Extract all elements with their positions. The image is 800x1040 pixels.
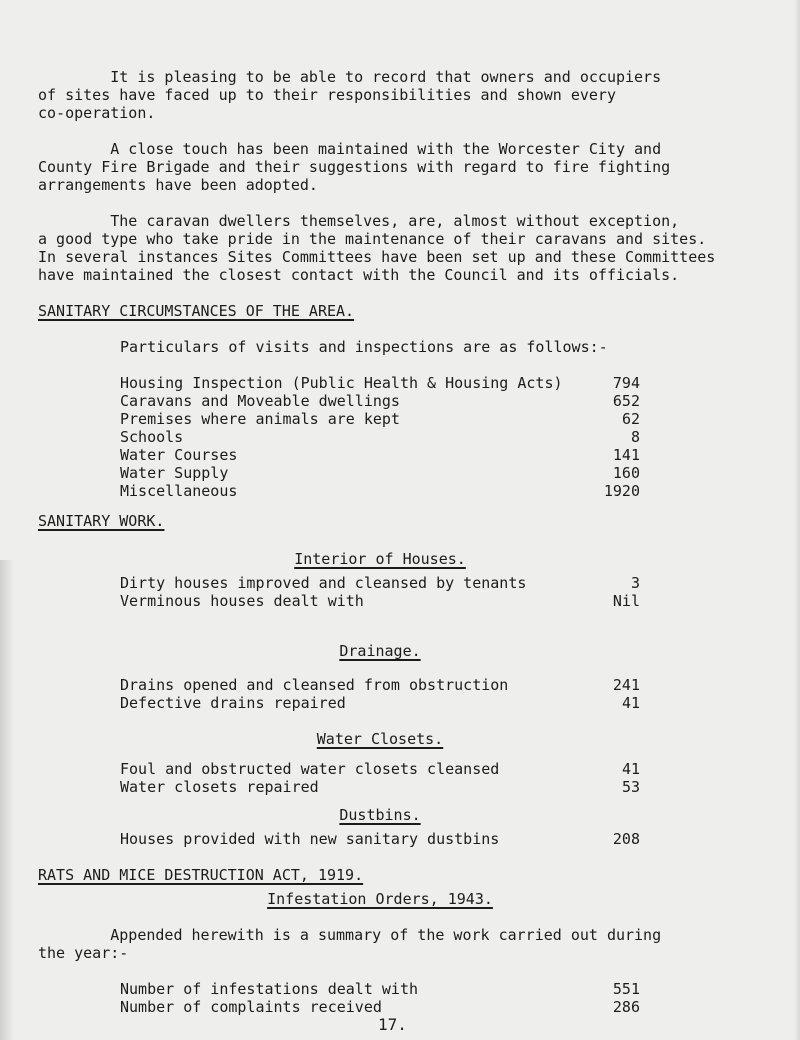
- infestation-row-value: 551: [612, 980, 640, 998]
- infestation-row-value: 286: [612, 998, 640, 1016]
- visits-row: [120, 392, 640, 410]
- visits-row: [120, 464, 640, 482]
- water-closets-row-value: 41: [621, 760, 640, 778]
- visits-row: [120, 410, 640, 428]
- visits-row-value: 62: [621, 410, 640, 428]
- visits-row-value: 8: [630, 428, 640, 446]
- paragraph-2-line-2: County Fire Brigade and their suggestions with regard to fire fighting: [38, 158, 671, 176]
- rats-intro-line-1: Appended herewith is a summary of the work carried out during: [38, 926, 662, 944]
- interior-row: [120, 592, 640, 610]
- drainage-row-label: Defective drains repaired: [120, 694, 346, 712]
- paragraph-2-line-3: arrangements have been adopted.: [38, 176, 318, 194]
- water-closets-heading: Water Closets.: [316, 730, 444, 748]
- paragraph-3-line-3: In several instances Sites Committees have been set up and these Committees: [38, 248, 716, 266]
- paragraph-3-line-1: The caravan dwellers themselves, are, almost without exception,: [38, 212, 680, 230]
- drainage-row-value: 41: [621, 694, 640, 712]
- paragraph-3-line-2: a good type who take pride in the maintenance of their caravans and sites.: [38, 230, 707, 248]
- water-closets-row-label: Foul and obstructed water closets cleansed: [120, 760, 500, 778]
- rats-intro-line-2: the year:-: [38, 944, 129, 962]
- water-closets-row-value: 53: [621, 778, 640, 796]
- page-number: 17.: [378, 1015, 407, 1034]
- infestation-orders-heading: Infestation Orders, 1943.: [267, 890, 493, 908]
- drainage-row: [120, 694, 640, 712]
- drainage-row-value: 241: [612, 676, 640, 694]
- infestation-row: [120, 998, 640, 1016]
- paragraph-3-line-4: have maintained the closest contact with the Council and its officials.: [38, 266, 680, 284]
- visits-row-label: Housing Inspection (Public Health & Housing Acts): [120, 374, 563, 392]
- interior-row-label: Verminous houses dealt with: [120, 592, 364, 610]
- visits-row: [120, 374, 640, 392]
- visits-row: [120, 428, 640, 446]
- water-closets-row-label: Water closets repaired: [120, 778, 319, 796]
- visits-row-label: Schools: [120, 428, 184, 446]
- visits-row-value: 652: [612, 392, 640, 410]
- water-closets-row: [120, 760, 640, 778]
- rats-mice-heading: RATS AND MICE DESTRUCTION ACT, 1919.: [38, 866, 364, 884]
- dustbins-heading: Dustbins.: [339, 806, 421, 824]
- visits-row-label: Premises where animals are kept: [120, 410, 400, 428]
- interior-row-value: 3: [630, 574, 640, 592]
- infestation-row: [120, 980, 640, 998]
- paragraph-1-line-3: co-operation.: [38, 104, 156, 122]
- visits-row-value: 141: [612, 446, 640, 464]
- scan-edge-shadow: [0, 560, 14, 1040]
- paragraph-1-line-2: of sites have faced up to their responsibilities and shown every: [38, 86, 616, 104]
- sanitary-circumstances-heading: SANITARY CIRCUMSTANCES OF THE AREA.: [38, 302, 355, 320]
- dustbins-row-value: 208: [612, 830, 640, 848]
- visits-row-value: 1920: [603, 482, 640, 500]
- interior-row: [120, 574, 640, 592]
- infestation-row-label: Number of infestations dealt with: [120, 980, 419, 998]
- dustbins-row-label: Houses provided with new sanitary dustbins: [120, 830, 500, 848]
- drainage-heading: Drainage.: [339, 642, 421, 660]
- water-closets-row: [120, 778, 640, 796]
- visits-row: [120, 446, 640, 464]
- interior-heading: Interior of Houses.: [294, 550, 466, 568]
- interior-row-label: Dirty houses improved and cleansed by tenants: [120, 574, 527, 592]
- visits-row-label: Miscellaneous: [120, 482, 238, 500]
- interior-row-value: Nil: [612, 592, 640, 610]
- visits-row-value: 160: [612, 464, 640, 482]
- visits-row-value: 794: [612, 374, 640, 392]
- scan-edge-shadow-right: [794, 0, 800, 1040]
- infestation-row-label: Number of complaints received: [120, 998, 382, 1016]
- drainage-row: [120, 676, 640, 694]
- visits-row-label: Caravans and Moveable dwellings: [120, 392, 400, 410]
- visits-row: [120, 482, 640, 500]
- drainage-row-label: Drains opened and cleansed from obstruction: [120, 676, 509, 694]
- visits-row-label: Water Supply: [120, 464, 229, 482]
- dustbins-row: [120, 830, 640, 848]
- visits-row-label: Water Courses: [120, 446, 238, 464]
- visits-intro: Particulars of visits and inspections are as follows:-: [120, 338, 608, 356]
- sanitary-work-heading: SANITARY WORK.: [38, 512, 165, 530]
- paragraph-1-line-1: It is pleasing to be able to record that owners and occupiers: [38, 68, 662, 86]
- paragraph-2-line-1: A close touch has been maintained with the Worcester City and: [38, 140, 662, 158]
